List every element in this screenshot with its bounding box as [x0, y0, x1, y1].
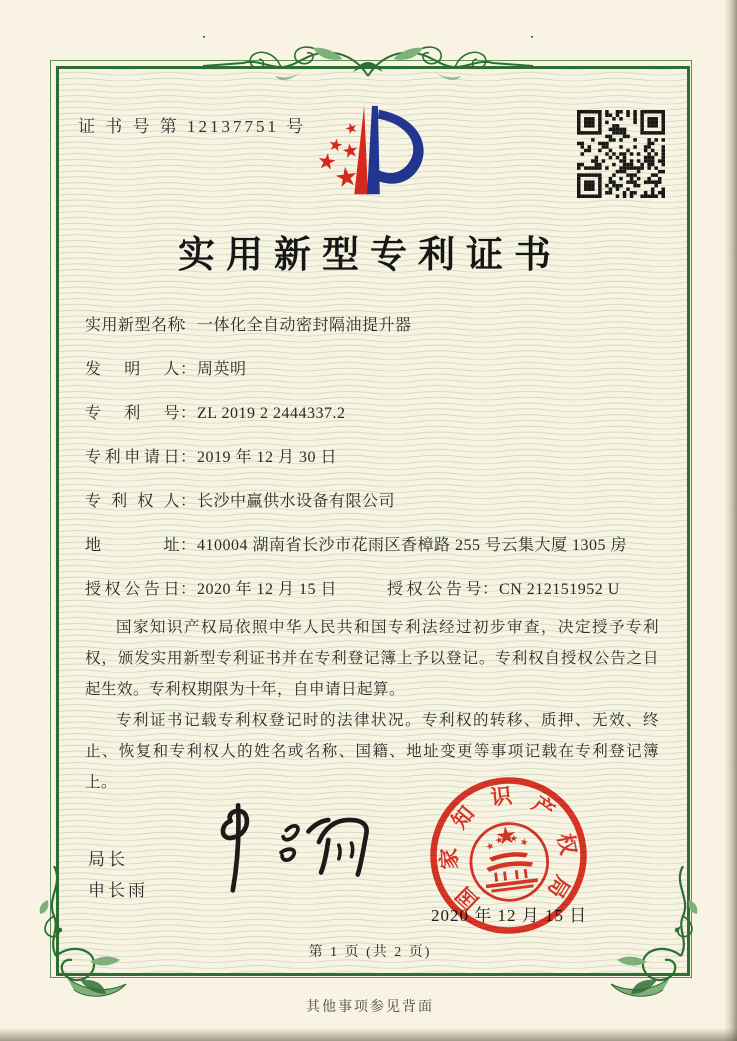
back-side-note: 其他事项参见背面	[306, 1000, 434, 1015]
field-row-patent-no	[85, 400, 677, 423]
field-row-inventor	[85, 356, 677, 379]
field-colon: ：	[180, 493, 197, 510]
svg-text:知: 知	[447, 801, 480, 834]
field-label: 授权公告日	[85, 581, 180, 598]
field-value: 410004 湖南省长沙市花雨区香樟路 255 号云集大厦 1305 房	[197, 537, 628, 554]
handwritten-signature	[195, 800, 405, 905]
field-value: 一体化全自动密封隔油提升器	[197, 317, 412, 334]
svg-text:产: 产	[527, 791, 559, 824]
legal-paragraph-1: 国家知识产权局依照中华人民共和国专利法经过初步审查，决定授予专利权，颁发实用新型专利证书并在专利登记簿上予以登记。专利权自授权公告之日起生效。专利权期限为十年，自申请日起算。	[85, 619, 659, 698]
svg-text:国: 国	[451, 882, 484, 915]
field-row-address	[85, 532, 677, 555]
field-label: 专利权人	[85, 493, 180, 510]
field-colon: ：	[180, 537, 197, 554]
svg-text:局: 局	[542, 871, 575, 903]
field-row-patentee	[85, 488, 677, 511]
field-colon: ：	[180, 405, 197, 422]
field-row-grant	[85, 576, 677, 599]
field-colon: ：	[180, 317, 197, 334]
qr-code-icon	[577, 110, 665, 198]
field-label: 专利号	[85, 405, 180, 422]
field-colon: ：	[482, 581, 499, 598]
field-value: 2019 年 12 月 30 日	[197, 449, 338, 466]
page-number: 第 1 页 (共 2 页)	[308, 945, 432, 960]
svg-text:权: 权	[552, 831, 581, 857]
cnipa-official-seal	[418, 765, 600, 947]
certificate-number: 证 书 号 第 12137751 号	[78, 117, 307, 136]
field-value: 长沙中赢供水设备有限公司	[197, 493, 396, 510]
legal-paragraph-2: 专利证书记载专利权登记时的法律状况。专利权的转移、质押、无效、终止、恢复和专利权人的姓名或名称、国籍、地址变更等事项记载在专利登记簿上。	[85, 712, 659, 791]
svg-text:识: 识	[489, 783, 514, 810]
svg-text:家: 家	[436, 847, 462, 870]
field-label: 实用新型名称	[85, 317, 185, 334]
field-value: ZL 2019 2 2444337.2	[197, 405, 346, 422]
certificate-title: 实用新型专利证书	[178, 235, 562, 276]
scan-shadow-bottom	[0, 1028, 737, 1041]
field-colon: ：	[180, 361, 197, 378]
field-row-filing-date	[85, 444, 677, 467]
field-colon: ：	[180, 581, 197, 598]
field-label: 专利申请日	[85, 449, 180, 466]
seal-date: 2020 年 12 月 15 日	[431, 906, 588, 925]
field-value: 2020 年 12 月 15 日	[197, 581, 338, 598]
field-colon: ：	[180, 449, 197, 466]
field-row-name	[85, 312, 677, 335]
top-flourish-ornament	[203, 36, 533, 96]
field-label: 地址	[85, 537, 180, 554]
field-label: 发明人	[85, 361, 180, 378]
field-label: 授权公告号	[387, 581, 483, 598]
cnipa-logo-icon	[290, 100, 450, 208]
field-value: CN 212151952 U	[499, 581, 620, 598]
commissioner-title: 局长	[88, 850, 128, 869]
scan-shadow-right	[724, 0, 737, 1041]
commissioner-name: 申长雨	[88, 881, 148, 900]
field-value: 周英明	[197, 361, 247, 378]
